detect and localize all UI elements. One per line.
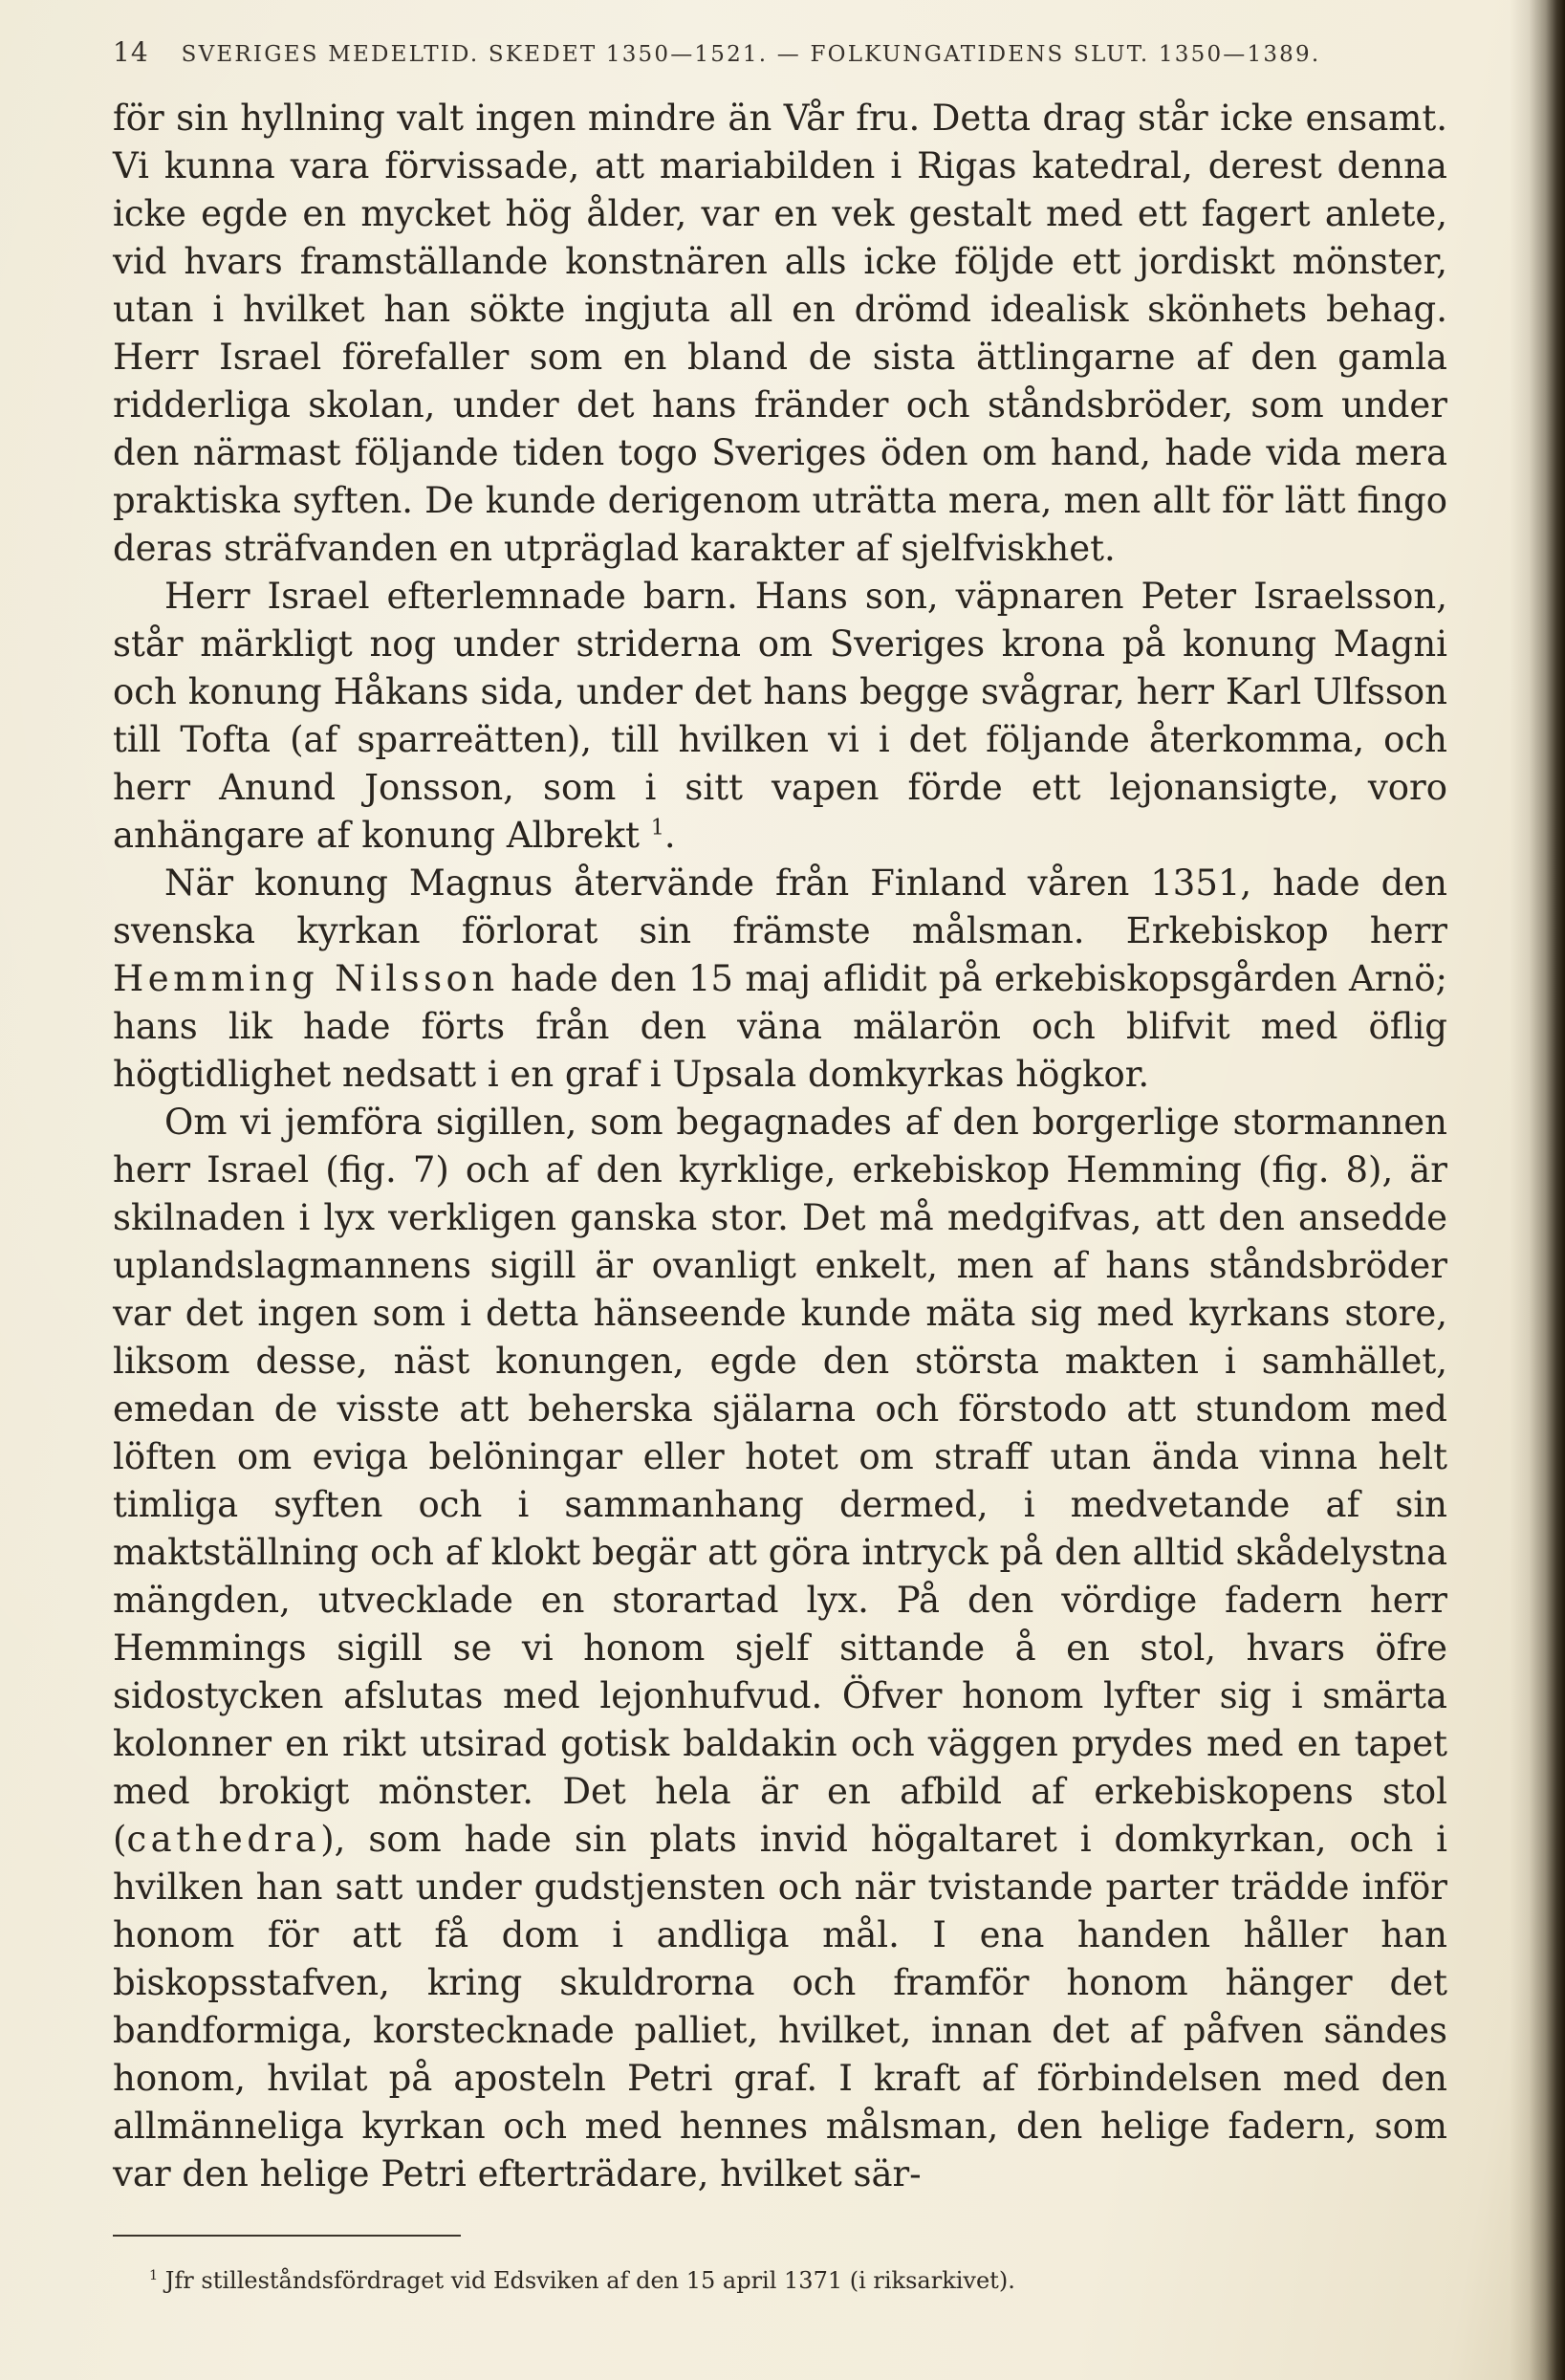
text-segment: Om vi jemföra sigillen, som begagnades af den borgerlige stormannen herr Israel (fig. 7) och af den kyrklige, erkebiskop Hemming (fig. 8), är skilnaden i lyx verkligen ganska stor. Det må medgifvas, att den ansedde uplandslagmannens sigill är ovanligt enkelt, men af hans ståndsbröder var det ingen som i detta hänseende kunde mäta sig med kyrkans store, liksom desse, näst konungen, egde den största makten i samhället, emedan de visste att beherska själarna och förstodo att stundom med löften om eviga belöningar eller hotet om straff utan ända vinna helt timliga syften och i sammanhang dermed, i medvetande af sin maktställning och af klokt begär att göra intryck på den alltid skådelystna mängden, utvecklade en storartad lyx. På den vördige fadern herr Hemmings sigill se vi honom sjelf sittande å en stol, hvars öfre sidostycken afslutas med lejonhufvud. Öfver honom lyfter sig i smärta kolonner en rikt utsirad gotisk baldakin och väggen prydes med en tapet med brokigt mönster. Det hela är en afbild af erkebiskopens stol ( [113, 1102, 1447, 1860]
page-number: 14 [113, 36, 149, 68]
body-paragraph-1 [113, 95, 1447, 573]
page-header [113, 36, 1447, 68]
text-segment: . [663, 815, 676, 856]
text-block [113, 36, 1447, 2198]
body-paragraph-4 [113, 1099, 1447, 2198]
text-segment: hade den 15 maj aflidit på erkebiskopsgården Arnö; hans lik hade förts från den väna mälarön och blifvit med öflig högtidlighet nedsatt i en graf i Upsala domkyrkas högkor. [113, 958, 1447, 1095]
footnote-rule [113, 2235, 461, 2237]
text-segment: 1 [650, 815, 664, 841]
text-segment: för sin hyllning valt ingen mindre än Vår fru. Detta drag står icke ensamt. Vi kunna vara förvissade, att mariabilden i Rigas katedral, derest denna icke egde en mycket hög ålder, var en vek gestalt med ett fagert anlete, vid hvars framställande konstnären alls icke följde ett jordiskt mönster, utan i hvilket han sökte ingjuta all en drömd idealisk skönhets behag. Herr Israel förefaller som en bland de sista ättlingarne af den gamla ridderliga skolan, under det hans fränder och ståndsbröder, som under den närmast följande tiden togo Sveriges öden om hand, hade vida mera praktiska syften. De kunde derigenom uträtta mera, men allt för lätt fingo deras sträfvanden en utpräglad karakter af sjelfviskhet. [113, 98, 1447, 569]
text-segment: Jfr stilleståndsfördraget vid Edsviken af den 15 april 1371 (i riksarkivet). [158, 2267, 1015, 2294]
text-segment: ), som hade sin plats invid högaltaret i domkyrkan, och i hvilken han satt under gudstjensten och när tvistande parter trädde inför honom för att få dom i andliga mål. I ena handen håller han biskopsstafven, kring skuldrorna och framför honom hänger det bandformiga, korstecknade palliet, hvilket, innan det af påfven sändes honom, hvilat på aposteln Petri graf. I kraft af förbindelsen med den allmänneliga kyrkan och med hennes målsman, den helige fadern, som var den helige Petri efterträdare, hvilket sär- [113, 1819, 1447, 2194]
text-segment: cathedra [126, 1819, 321, 1860]
body-paragraph-3 [113, 860, 1447, 1099]
text-segment: Hemming Nilsson [113, 958, 499, 999]
text-segment: Herr Israel efterlemnade barn. Hans son, väpnaren Peter Israelsson, står märkligt nog under striderna om Sveriges krona på konung Magni och konung Håkans sida, under det hans begge svågrar, herr Karl Ulfsson till Tofta (af sparreätten), till hvilken vi i det följande återkomma, och herr Anund Jonsson, som i sitt vapen förde ett lejonansigte, voro anhängare af konung Albrekt [113, 576, 1447, 856]
body-text [113, 95, 1447, 2198]
page-edge-shadow [1510, 0, 1565, 2380]
text-segment: När konung Magnus återvände från Finland våren 1351, hade den svenska kyrkan förlorat sin främste målsman. Erkebiskop herr [113, 862, 1447, 951]
running-head-title: SVERIGES MEDELTID. SKEDET 1350—1521. — FOLKUNGATIDENS SLUT. 1350—1389. [181, 42, 1321, 67]
text-segment: 1 [149, 2268, 159, 2283]
body-paragraph-2 [113, 573, 1447, 860]
footnote [113, 2264, 1447, 2297]
